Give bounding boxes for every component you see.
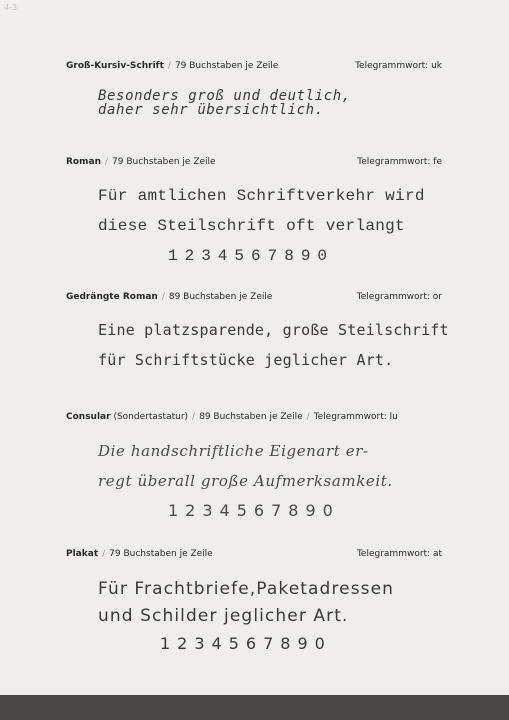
telegram-word: Telegrammwort: at xyxy=(356,549,442,559)
letters-per-line: 89 Buchstaben je Zeile xyxy=(199,412,303,422)
telegram-word: Telegrammwort: uk xyxy=(355,61,442,71)
corner-pencil-mark: 4-3 xyxy=(4,3,18,12)
typeface-name: Plakat xyxy=(66,549,99,559)
typeface-name: Gedrängte Roman xyxy=(66,292,158,302)
typeface-note: (Sondertastatur) xyxy=(113,412,189,422)
typeface-name: Roman xyxy=(66,157,101,167)
specimen-line: für Schriftstücke jeglicher Art. xyxy=(98,351,394,369)
specimen-line: Eine platzsparende, große Steilschrift xyxy=(98,321,449,339)
specimen-text xyxy=(98,576,394,657)
specimen-text xyxy=(98,181,425,271)
specimen-text xyxy=(98,315,449,375)
specimen-line: und Schilder jeglicher Art. xyxy=(98,606,349,626)
section-header xyxy=(66,549,442,563)
specimen-line: Besonders groß und deutlich, xyxy=(98,88,351,104)
footer-bar xyxy=(0,695,509,720)
telegram-word: Telegrammwort: lu xyxy=(313,412,398,422)
section-gross-kursiv xyxy=(66,61,442,118)
section-plakat xyxy=(66,549,442,653)
specimen-digits: 1234567890 xyxy=(168,501,340,520)
specimen-digits: 1234567890 xyxy=(168,247,335,265)
specimen-line: diese Steilschrift oft verlangt xyxy=(98,217,405,235)
specimen-line: regt überall große Aufmerksamkeit. xyxy=(98,472,393,490)
separator: / xyxy=(192,412,196,422)
specimen-line: Die handschriftliche Eigenart er- xyxy=(98,442,369,460)
telegram-word: Telegrammwort: fe xyxy=(357,157,442,167)
separator: / xyxy=(167,61,171,71)
section-header xyxy=(66,61,442,75)
section-header xyxy=(66,412,442,426)
letters-per-line: 79 Buchstaben je Zeile xyxy=(112,157,216,167)
section-consular xyxy=(66,412,442,520)
section-roman xyxy=(66,157,442,265)
section-gedraengte-roman xyxy=(66,292,449,369)
letters-per-line: 89 Buchstaben je Zeile xyxy=(168,292,273,302)
letters-per-line: 79 Buchstaben je Zeile xyxy=(109,549,213,559)
specimen-line: Für Frachtbriefe,Paketadressen xyxy=(98,579,395,599)
separator: / xyxy=(104,157,109,167)
typeface-name: Consular xyxy=(66,412,111,422)
separator: / xyxy=(102,549,106,559)
section-header xyxy=(66,292,442,306)
specimen-text xyxy=(98,436,393,526)
telegram-word: Telegrammwort: or xyxy=(356,292,442,302)
letters-per-line: 79 Buchstaben je Zeile xyxy=(174,61,279,71)
separator: / xyxy=(161,292,165,302)
specimen-text xyxy=(98,89,351,117)
specimen-line: daher sehr übersichtlich. xyxy=(98,102,324,118)
separator: / xyxy=(306,412,310,422)
specimen-digits: 1234567890 xyxy=(160,634,332,653)
section-header xyxy=(66,157,442,171)
specimen-line: Für amtlichen Schriftverkehr wird xyxy=(98,187,425,205)
typeface-name: Groß-Kursiv-Schrift xyxy=(66,61,164,71)
